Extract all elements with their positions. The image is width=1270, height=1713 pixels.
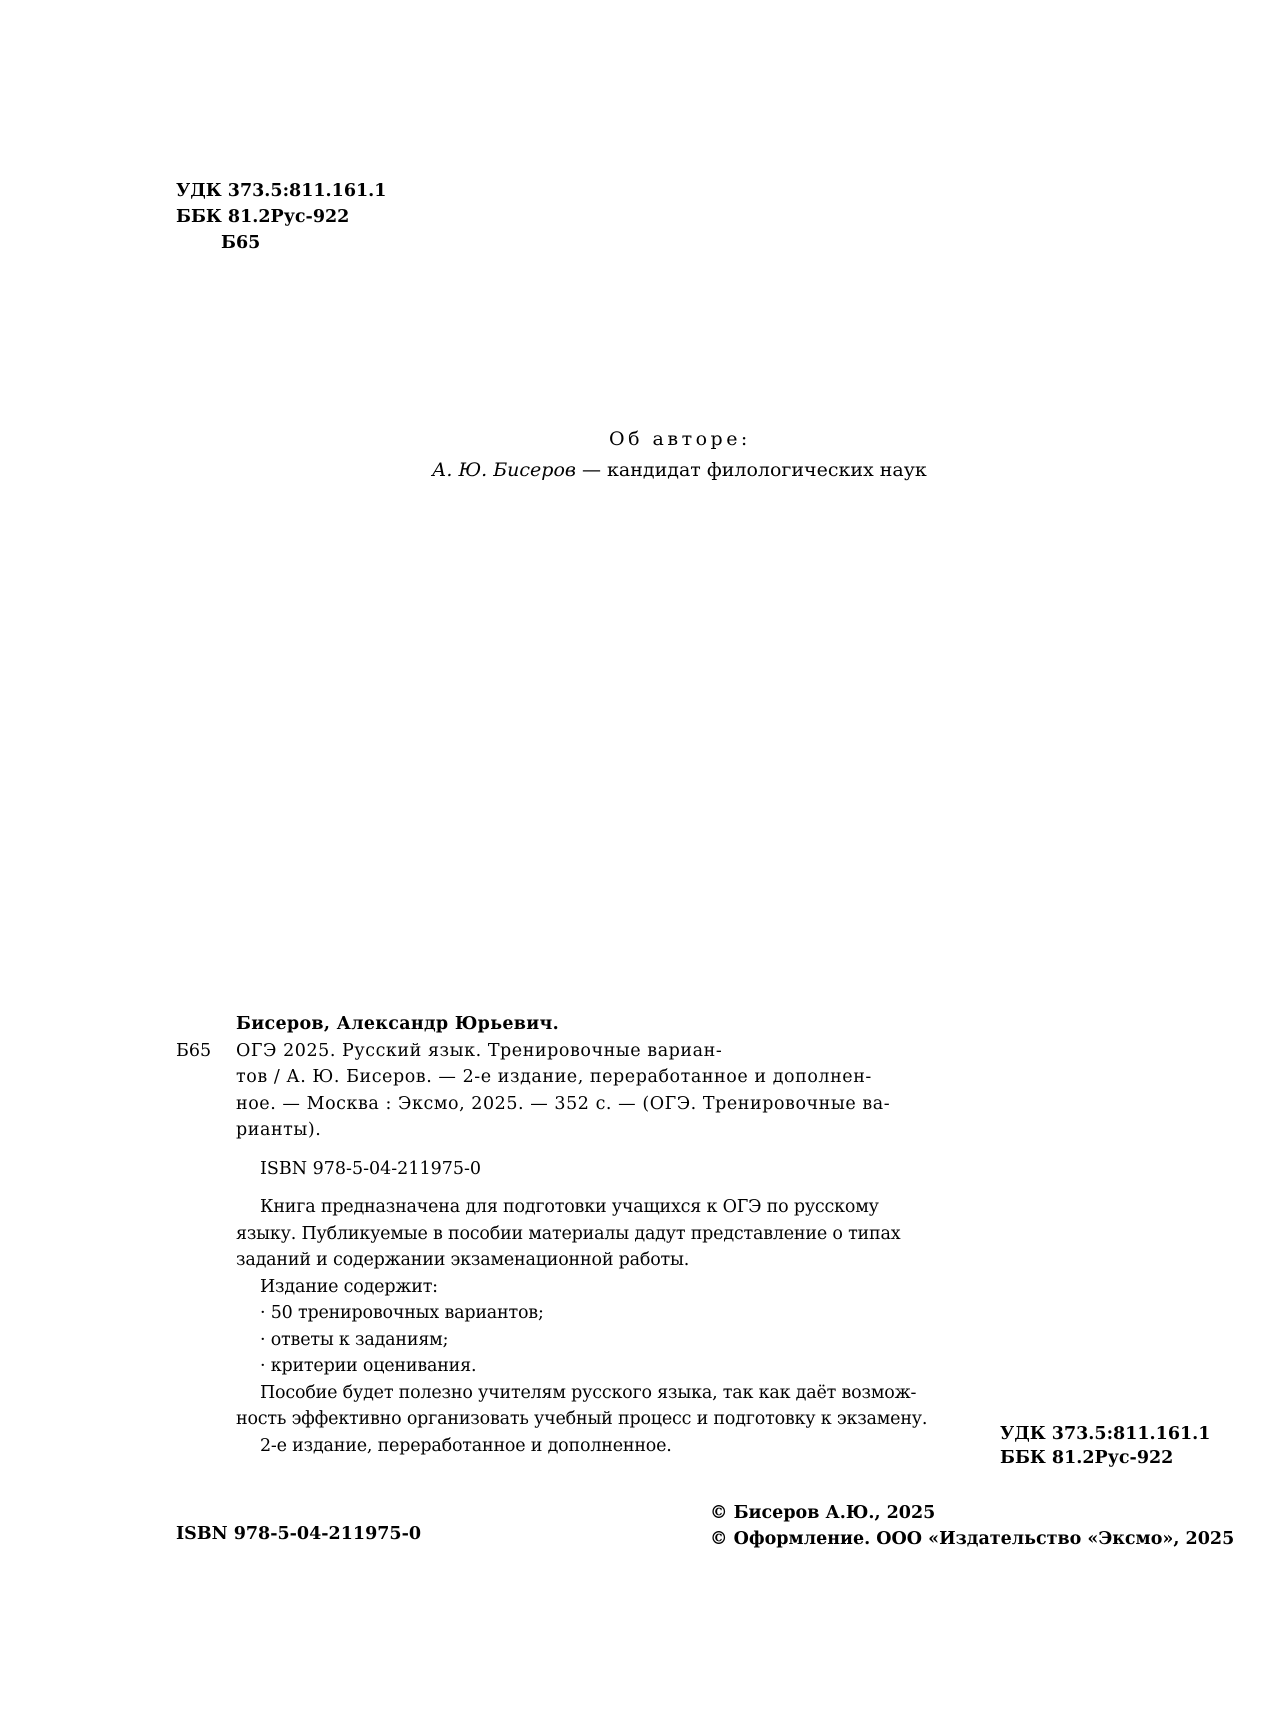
annotation-line: Пособие будет полезно учителям русского языка, так как даёт возмож-: [260, 1382, 917, 1403]
contents-bullet: · критерии оценивания.: [260, 1356, 477, 1376]
annotation-line: заданий и содержании экзаменационной работы.: [236, 1250, 690, 1270]
description-line: тов / А. Ю. Бисеров. — 2-е издание, переработанное и дополнен-: [236, 1067, 872, 1087]
edition-note: 2-е издание, переработанное и дополненное.: [260, 1435, 672, 1456]
record-author: Бисеров, Александр Юрьевич.: [236, 1014, 560, 1034]
udk-code: УДК 373.5:811.161.1: [1000, 1424, 1211, 1444]
author-credentials: — кандидат филологических наук: [575, 459, 927, 481]
copyright-author: © Бисеров А.Ю., 2025: [710, 1503, 936, 1523]
classification-codes-bottom: [1000, 1422, 1210, 1470]
description-line: ОГЭ 2025. Русский язык. Тренировочные вариан-: [236, 1040, 723, 1061]
isbn-bottom: ISBN 978-5-04-211975-0: [176, 1524, 422, 1544]
contents-bullet: · 50 тренировочных вариантов;: [260, 1303, 544, 1323]
bbk-code: ББК 81.2Рус-922: [176, 207, 350, 227]
udk-code: УДК 373.5:811.161.1: [176, 181, 387, 201]
about-author-heading: Об авторе:: [609, 428, 751, 450]
bibliographic-record: [176, 1011, 928, 1459]
contents-bullet: · ответы к заданиям;: [260, 1329, 449, 1350]
record-isbn: ISBN 978-5-04-211975-0: [260, 1158, 482, 1179]
copyright-design: © Оформление. ООО «Издательство «Эксмо», 2025: [710, 1529, 1235, 1549]
author-name: А. Ю. Бисеров: [432, 459, 576, 481]
annotation-line: Книга предназначена для подготовки учащихся к ОГЭ по русскому: [260, 1197, 879, 1217]
description-line: ное. — Москва : Эксмо, 2025. — 352 с. — (ОГЭ. Тренировочные ва-: [236, 1093, 891, 1114]
annotation: [176, 1194, 928, 1459]
author-mark: Б65: [221, 233, 261, 253]
annotation-line: ность эффективно организовать учебный процесс и подготовку к экзамену.: [236, 1409, 928, 1429]
copyright: [710, 1500, 1234, 1552]
classification-codes-top: [176, 178, 386, 256]
contents-intro: Издание содержит:: [260, 1276, 438, 1297]
record-author-mark: Б65: [176, 1040, 212, 1061]
record-description: [176, 1038, 916, 1144]
description-line: рианты).: [236, 1120, 322, 1140]
about-author-text: [432, 455, 927, 486]
annotation-line: языку. Публикуемые в пособии материалы дадут представление о типах: [236, 1223, 901, 1244]
bbk-code: ББК 81.2Рус-922: [1000, 1448, 1174, 1468]
